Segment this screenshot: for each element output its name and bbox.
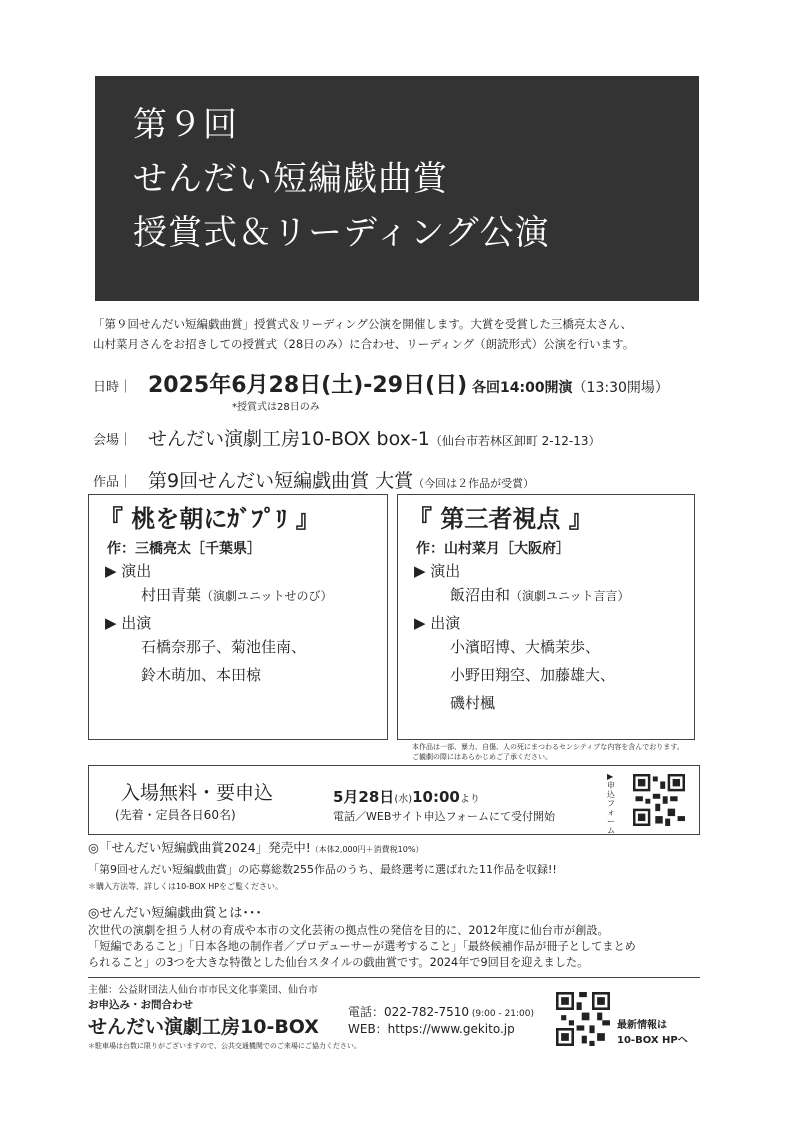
reservation-time: 10:00 <box>412 788 460 806</box>
direction-label: ▶ 演出 <box>414 562 461 580</box>
admission-title: 入場無料・要申込 <box>121 782 274 804</box>
play-author: 作：山村菜月［大阪府］ <box>416 541 570 557</box>
book-note: ＊購入方法等、詳しくは10-BOX HPをご覧ください。 <box>88 882 284 891</box>
venue-address: （仙台市若林区卸町 2-12-13） <box>429 434 601 448</box>
doors-time: （13:30開場） <box>572 380 669 396</box>
website-qr-icon[interactable] <box>556 992 610 1046</box>
admission-capacity: (先着・定員各日60名) <box>115 808 236 822</box>
director-group: （演劇ユニットせのび） <box>201 589 333 603</box>
form-label: ▶申込フォーム <box>607 772 615 835</box>
content-caution <box>412 742 684 762</box>
about-heading: ◎せんだい短編戯曲賞とは･･･ <box>88 906 262 921</box>
work <box>148 466 534 493</box>
banner-event-name: 授賞式＆リーディング公演 <box>133 213 550 253</box>
intro-text <box>93 314 713 354</box>
about-text <box>88 923 708 971</box>
about-line: 「短編であること」「日本各地の制作者／プロデューサーが選考すること」「最終候補作品が冊子としてまとめ <box>88 940 636 953</box>
reservation-date: 5月28日 <box>333 788 395 806</box>
book-title: ◎「せんだい短編戯曲賞2024」発売中! <box>88 840 311 855</box>
intro-line-2: 山村菜月さんをお招きしての授賞式（28日のみ）に合わせ、リーディング（朗読形式）公演を行います。 <box>93 337 635 351</box>
reservation-method: 電話／WEBサイト申込フォームにて受付開始 <box>333 810 556 823</box>
work-label: 作品｜ <box>93 475 133 490</box>
direction-label: ▶ 演出 <box>105 562 152 580</box>
reservation-start <box>333 786 480 807</box>
cast-line: 鈴木萌加、本田椋 <box>141 666 262 684</box>
work-sub: （今回は２作品が受賞） <box>413 477 535 490</box>
cast-label: ▶ 出演 <box>414 614 461 632</box>
parking-note: ＊駐車場は台数に限りがございますので、公共交通機関でのご来場にご協力ください。 <box>88 1042 361 1050</box>
latest-info <box>617 1018 688 1048</box>
start-time: 各回14:00開演 <box>467 380 573 396</box>
date-range: 2025年6月28日(土)-29日(日) <box>148 373 468 398</box>
date-label: 日時｜ <box>93 380 133 395</box>
caution-line: 本作品は一部、暴力、自傷、人の死にまつわるセンシティブな内容を含んでおります。 <box>412 743 684 751</box>
banner-edition: 第９回 <box>133 105 238 145</box>
venue-name: せんだい演劇工房10-BOX box-1 <box>148 428 430 450</box>
venue-label: 会場｜ <box>93 433 133 448</box>
play-title: 『 桃を朝にｶﾞﾌﾟﾘ 』 <box>99 505 320 533</box>
banner-award-name: せんだい短編戯曲賞 <box>133 159 448 199</box>
director <box>450 581 684 610</box>
book-heading <box>88 838 423 856</box>
phone-number[interactable]: 電話：022-782-7510 <box>348 1005 470 1019</box>
cast-line: 小野田翔空、加藤雄大、 <box>450 666 616 684</box>
contact-label: お申込み・お問合わせ <box>88 999 193 1011</box>
sponsor: 主催：公益財団法人仙台市市民文化事業団、仙台市 <box>88 985 318 996</box>
director-name: 村田青葉 <box>141 586 202 604</box>
intro-line-1: 「第９回せんだい短編戯曲賞」授賞式＆リーディング公演を開催します。大賞を受賞した三橋亮太さん、 <box>93 317 633 331</box>
event-date <box>148 368 669 399</box>
latest-line-2: 10-BOX HPへ <box>617 1035 688 1046</box>
caution-line: ご観劇の際にはあらかじめご了承ください。 <box>412 753 552 761</box>
phone[interactable] <box>348 1003 534 1020</box>
play-author: 作：三橋亮太［千葉県］ <box>107 541 261 557</box>
footer-divider <box>88 977 700 978</box>
latest-line-1: 最新情報は <box>617 1020 667 1031</box>
reservation-from: より <box>459 794 480 805</box>
book-description: 「第9回せんだい短編戯曲賞」の応募総数255作品のうち、最終選考に選ばれた11作品を収録!! <box>88 863 557 876</box>
organizer-name: せんだい演劇工房10-BOX <box>88 1016 319 1038</box>
cast-line: 磯村楓 <box>450 694 496 712</box>
cast-line: 小濱昭博、大橋茉歩、 <box>450 638 601 656</box>
cast-line: 石橋奈那子、菊池佳南、 <box>141 638 307 656</box>
title-banner <box>95 76 699 301</box>
admission-box <box>88 765 700 835</box>
venue <box>148 424 600 451</box>
play-card-1 <box>88 494 388 740</box>
about-line: られること」の3つを大きな特徴とした仙台スタイルの戯曲賞です。2024年で9回目を迎えました。 <box>88 956 589 969</box>
form-qr-icon[interactable] <box>633 774 685 826</box>
book-price: （本体2,000円＋消費税10%） <box>310 845 424 854</box>
director-group: （演劇ユニット言言） <box>510 589 630 603</box>
phone-hours: (9:00 - 21:00) <box>469 1009 535 1019</box>
director-name: 飯沼由和 <box>450 586 511 604</box>
play-card-2 <box>397 494 695 740</box>
work-title: 第9回せんだい短編戯曲賞 大賞 <box>148 470 414 492</box>
website-link[interactable]: WEB：https://www.gekito.jp <box>348 1022 515 1036</box>
about-line: 次世代の演劇を担う人材の育成や本市の文化芸術の拠点性の発信を目的に、2012年度に仙台市が創設。 <box>88 924 609 937</box>
ceremony-note: *授賞式は28日のみ <box>232 402 320 413</box>
reservation-weekday: (水) <box>394 794 413 805</box>
cast-label: ▶ 出演 <box>105 614 152 632</box>
play-title: 『 第三者視点 』 <box>408 505 593 533</box>
director <box>141 581 377 610</box>
